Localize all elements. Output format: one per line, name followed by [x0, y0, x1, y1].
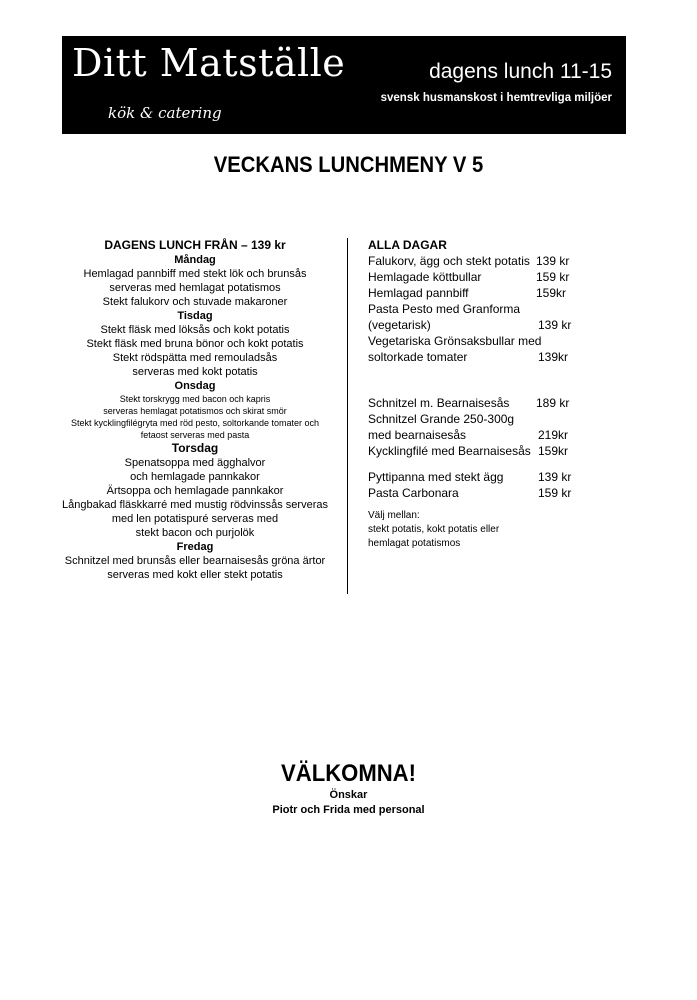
- item-name: (vegetarisk): [368, 318, 431, 332]
- page-title: VECKANS LUNCHMENY V 5: [213, 152, 484, 177]
- day-thursday: Torsdag: [171, 441, 219, 455]
- item-name: Kycklingfilé med Bearnaisesås: [368, 444, 531, 458]
- item-name: Falukorv, ägg och stekt potatis: [368, 254, 530, 268]
- menu-item: [368, 411, 588, 427]
- menu-item: [368, 427, 588, 443]
- all-days-column: [368, 238, 588, 551]
- item-name: soltorkade tomater: [368, 350, 468, 364]
- day-monday: Måndag: [174, 254, 216, 266]
- item-name: Schnitzel Grande 250-300g: [368, 412, 515, 426]
- item-name: Pasta Carbonara: [368, 486, 459, 500]
- tagline: svensk husmanskost i hemtrevliga miljöer: [380, 92, 612, 104]
- menu-line: Stekt fläsk med löksås och kokt potatis: [100, 324, 290, 336]
- item-price: 189 kr: [536, 396, 570, 410]
- item-name: Pasta Pesto med Granforma: [368, 302, 521, 316]
- item-name: Hemlagad pannbiff: [368, 286, 469, 300]
- menu-item: [368, 443, 588, 459]
- menu-line: Schnitzel med brunsås eller bearnaisesås gröna ärtor: [64, 555, 326, 567]
- menu-line: Hemlagad pannbiff med stekt lök och brunsås: [83, 268, 307, 280]
- brand-logo: Ditt Matställe: [72, 41, 346, 85]
- daily-lunch-heading: DAGENS LUNCH FRÅN – 139 kr: [104, 238, 286, 252]
- note-line: hemlagat potatismos: [368, 538, 461, 549]
- menu-line: serveras med kokt eller stekt potatis: [107, 569, 283, 581]
- item-name: med bearnaisesås: [368, 428, 467, 442]
- menu-item: [368, 349, 588, 365]
- item-price: 139 kr: [536, 254, 570, 268]
- menu-line: Stekt torskrygg med bacon och kapris: [119, 394, 271, 404]
- menu-item: [368, 485, 588, 501]
- menu-item: [368, 269, 588, 285]
- item-price: 159kr: [538, 444, 569, 458]
- menu-item: [368, 395, 588, 411]
- item-price: 139 kr: [538, 318, 572, 332]
- column-divider: [347, 238, 348, 594]
- menu-line: serveras hemlagat potatismos och skirat smör: [103, 406, 287, 416]
- day-wednesday: Onsdag: [174, 380, 216, 392]
- item-price: 139kr: [538, 350, 569, 364]
- menu-line: fetaost serveras med pasta: [140, 430, 250, 440]
- menu-line: serveras med kokt potatis: [132, 366, 258, 378]
- wish-line: Önskar: [329, 789, 368, 801]
- menu-line: Långbakad fläskkarré med mustig rödvinssås serveras: [62, 499, 328, 511]
- day-tuesday: Tisdag: [177, 310, 213, 322]
- menu-item: [368, 301, 588, 317]
- menu-item: [368, 317, 588, 333]
- note-line: stekt potatis, kokt potatis eller: [368, 524, 500, 535]
- menu-item: [368, 253, 588, 269]
- lunch-hours: dagens lunch 11-15: [429, 60, 612, 83]
- item-price: 219kr: [538, 428, 569, 442]
- all-days-heading: ALLA DAGAR: [368, 238, 447, 252]
- menu-line: stekt bacon och purjolök: [135, 527, 255, 539]
- item-price: 159 kr: [536, 270, 570, 284]
- menu-line: Stekt falukorv och stuvade makaroner: [102, 296, 288, 308]
- day-friday: Fredag: [176, 541, 214, 553]
- menu-item: [368, 469, 588, 485]
- item-price: 159 kr: [538, 486, 572, 500]
- menu-line: med len potatispuré serveras med: [111, 513, 279, 525]
- side-dish-note: [368, 509, 588, 551]
- item-price: 159kr: [536, 286, 567, 300]
- menu-line: Stekt rödspätta med remouladsås: [112, 352, 278, 364]
- header-banner: [62, 36, 626, 134]
- menu-item: [368, 333, 588, 349]
- item-price: 139 kr: [538, 470, 572, 484]
- daily-lunch-column: [60, 238, 330, 582]
- menu-line: Spenatsoppa med ägghalvor: [124, 457, 266, 469]
- menu-line: serveras med hemlagat potatismos: [109, 282, 281, 294]
- menu-line: Stekt kycklingfilégryta med röd pesto, soltorkande tomater och: [70, 418, 320, 428]
- menu-line: och hemlagade pannkakor: [130, 471, 260, 483]
- brand-subtitle: kök & catering: [108, 104, 222, 122]
- item-name: Hemlagade köttbullar: [368, 270, 482, 284]
- item-name: Schnitzel m. Bearnaisesås: [368, 396, 510, 410]
- menu-line: Ärtsoppa och hemlagade pannkakor: [106, 485, 284, 497]
- item-name: Vegetariska Grönsaksbullar med: [368, 334, 542, 348]
- welcome-heading: VÄLKOMNA!: [281, 760, 416, 787]
- signature-block: [0, 788, 697, 818]
- note-line: Välj mellan:: [368, 510, 420, 521]
- signature-line: Piotr och Frida med personal: [272, 804, 425, 816]
- menu-item: [368, 285, 588, 301]
- menu-line: Stekt fläsk med bruna bönor och kokt potatis: [86, 338, 304, 350]
- item-name: Pyttipanna med stekt ägg: [368, 470, 504, 484]
